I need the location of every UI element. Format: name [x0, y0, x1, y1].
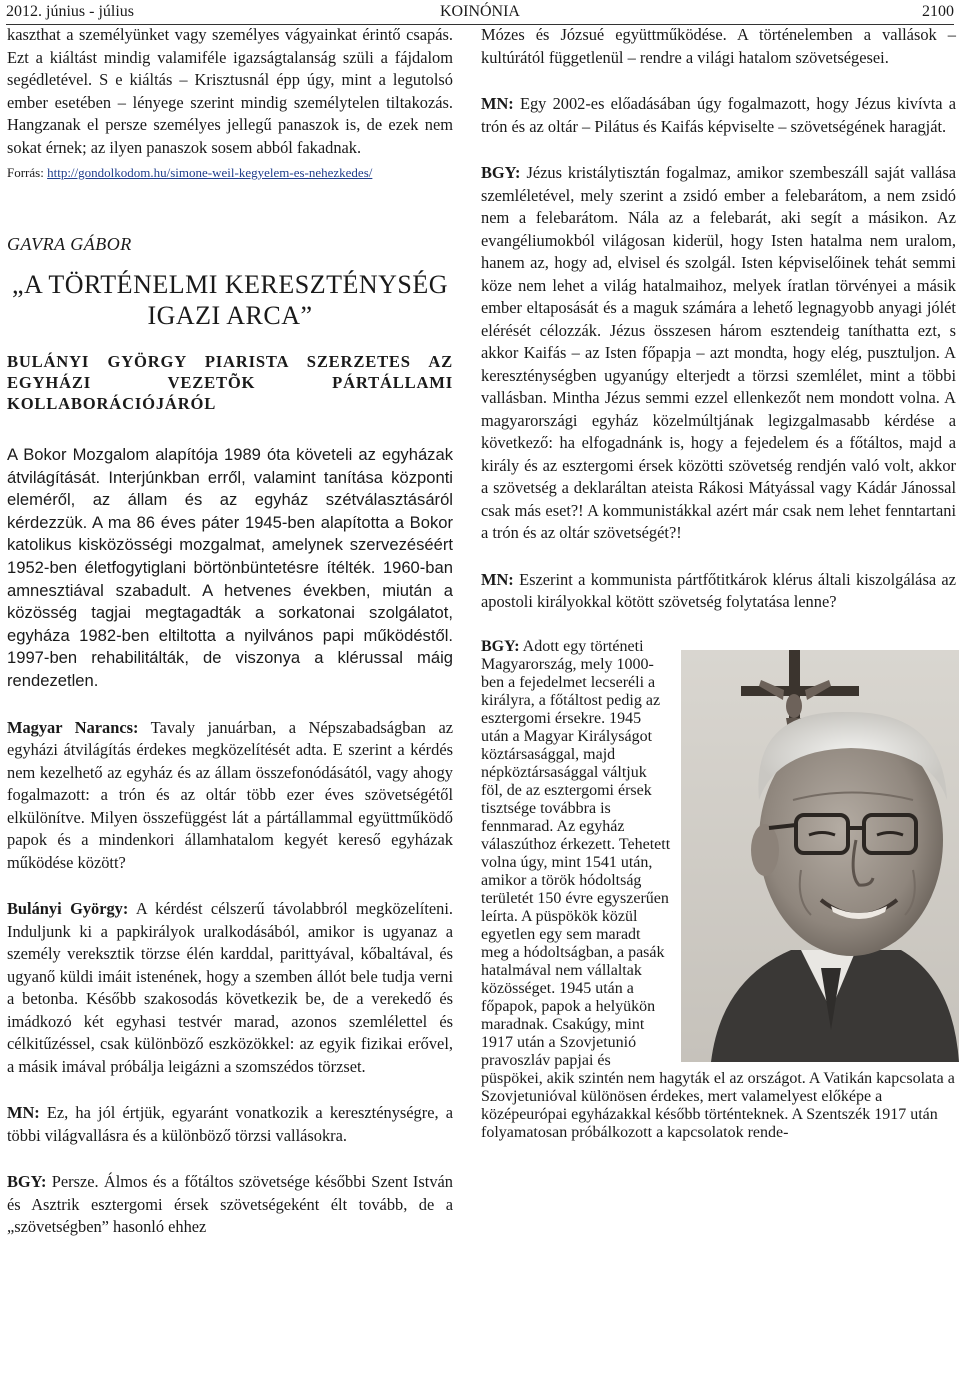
source-label: Forrás:: [7, 165, 44, 180]
question-text: Tavaly januárban, a Népszabadságban az egyházi átvilágítás érdekes megközelítését adta. E szerint a kérdés nem kezelhető az egyház és az állam összefonódásától, vagy ahogy fogalmazott: a trón és az oltár több ezer éves szövetségétől elkülönítve. Milyen összefüggést lát a pártállammal együttműködő papok és a mindenkori államhatalom kegyét kereső egyházak működése között?: [7, 717, 453, 872]
question-4: [481, 569, 956, 614]
answer-2: [7, 1171, 453, 1239]
intro-paragraph: kaszthat a személyünket vagy személyes vágyainkat érintő csapás. Ezt a kiáltást mindig valamiféle igazságtalanság szüli a fájdalom segédletével. S e kiáltás – Krisztusnál épp úgy, mint a legutolsó ember esetében – lényege szerint mindig személytelen tiltakozás. Hangzanak el persze személyes jellegű panaszok is, de ezek nem sokat érnek; az ilyen panaszok sosem abból fakadnak.: [7, 25, 453, 157]
left-column: [7, 24, 453, 1239]
page-header: [6, 0, 954, 25]
article-author: GAVRA GÁBOR: [7, 234, 132, 254]
portrait-illustration: [681, 650, 959, 1062]
issue-date: 2012. június - július: [6, 3, 135, 20]
speaker-label: MN:: [481, 569, 514, 589]
speaker-label: Magyar Narancs:: [7, 717, 139, 737]
article-subtitle: BULÁNYI GYÖRGY PIARISTA SZERZETES AZ EGYHÁZI VEZETÕK PÁRTÁLLAMI KOLLABORÁCIÓJÁRÓL: [7, 352, 453, 413]
journal-name: KOINÓNIA: [440, 3, 520, 20]
source-line: [7, 164, 453, 181]
answer-text: Jézus kristálytisztán fogalmaz, amikor szembeszáll saját vallása szemléletével, mely szerint a zsidó ember a felebarátom, a nem zsidó nem a felebarátom. Nála az a felebarát, aki segít a másikon. Az evangéliumokból világosan kiderül, hogy Isten hatalma nem uralom, hanem az, hogy ad, elvisel és szolgál. Isten képviselőinek tehát semmi köze nem lehet a világ hatalmaihoz, melyek íratlan törvényei a másik ember eltaposását és a maguk számára a lehető legnagyobb anyagi jólét elérését célozzák. Jézus összesen három esztendeig taníthatta ezt, s akkor Kaifás – az Isten főpapja – azt mondta, hogy elég, pusztuljon. A kereszténységben ugyanúgy elterjedt a törzsi szemlélet, mint a többi vallásban. Mintha Jézus semmi ezzel ellenkezőt nem mondott volna. A magyarországi egyház közelmúltjának legizgalmasabb kérdése a következő: ha elfogadnánk is, hogy a fejedelem és a főtáltos, majd a király és az esztergomi érsek közötti szövetség rendjén való volt, akkor a szövetség a deklaráltan ateista Rákosi Mátyással vagy Kádár Jánossal csak más eset?! A kommunistákkal azért már csak nem lehet fenntartani a trón és az oltár szövetségét?!: [481, 163, 956, 542]
speaker-label: MN:: [481, 94, 514, 113]
question-3: [481, 93, 956, 138]
question-text: Egy 2002-es előadásában úgy fogalmazott, hogy Jézus kivívta a trón és az oltár – Pilátus és Kaifás képviselte – szövetségének haragját.: [481, 94, 956, 136]
page-number: 2100: [922, 3, 954, 20]
answer-text: Adott egy történeti Magyarország, mely 1000-ben a fejedelmet lecseréli a királyra, a főtáltost pedig az esztergomi érsekre. 1945 után a Magyar Királyságot köztársasággal, majd népköztársasággal váltjuk föl, de az esztergomi érsek tisztsége továbbra is fennmarad. Az egyház válaszúthoz érkezett. Tehetett volna úgy, mint 1541 után, amikor a török hódoltság területét 150 évre egyszerűen leírta. A püspökök közül egyetlen egy sem maradt meg a hódoltságban, a pasák hatalmával nem vállaltak közösséget. 1945 után a főpapok, papok a helyükön maradnak. Csakúgy, mint 1917 után a Szovjetunió pravoszláv papjai és püspökei, akik szintén nem hagyták el az országot. A Vatikán kapcsolata a Szovjetunióval különösen érdekes, mert valamelyest előképe a középeurópai egyházakkal később történteknek. A Szentszék 1917 után folyamatosan próbálkozott a kapcsolatok rende-: [481, 637, 955, 1141]
answer-text: Persze. Álmos és a főtáltos szövetsége későbbi Szent István és Asztrik esztergomi érsek szövetségeként élt tovább, de a „szövetségben” hasonló ehhez: [7, 1172, 453, 1237]
portrait-photo: [681, 650, 959, 1062]
right-column: [481, 24, 956, 1142]
continued-paragraph: Mózes és Józsué együttműködése. A történelemben a vallások – kultúrától függetlenül – rendre a világi hatalom szövetségesei.: [481, 25, 956, 67]
speaker-label: MN:: [7, 1103, 40, 1123]
speaker-label: Bulányi György:: [7, 899, 129, 919]
article-title: „A TÖRTÉNELMI KERESZTÉNYSÉG IGAZI ARCA”: [11, 270, 449, 330]
question-text: Ez, ha jól értjük, egyaránt vonatkozik a kereszténységre, a többi világvallásra és a különböző törzsi vallásokra.: [7, 1103, 453, 1145]
answer-3: [481, 162, 956, 545]
question-2: [7, 1102, 453, 1147]
speaker-label: BGY:: [481, 637, 520, 655]
speaker-label: BGY:: [7, 1172, 47, 1192]
speaker-label: BGY:: [481, 163, 521, 182]
article-lead: A Bokor Mozgalom alapítója 1989 óta követeli az egyházak átvilágítását. Interjúnkban erről, valamint tanítása központi eleméről, az állam és az egyház szétválasztásáról kérdezzük. A ma 86 éves páter 1945-ben alapította a Bokor katolikus kisközösségi mozgalmat, amelynek szervezéséért 1952-ben életfogytiglani börtönbüntetésre ítélték. 1960-ban amnesztiával szabadult. A hetvenes években, miután a közösség tagjai megtagadták a sorkatonai szolgálatot, egyháza 1982-ben eltiltotta a nyilvános papi működéstől. 1997-ben rehabilitálták, de viszonya a klérussal máig rendezetlen.: [7, 445, 453, 690]
question-text: Eszerint a kommunista pártfőtitkárok klérus általi kiszolgálása az apostoli királyokkal kötött szövetség folytatása lenne?: [481, 569, 956, 611]
answer-1: [7, 898, 453, 1078]
source-link[interactable]: http://gondolkodom.hu/simone-weil-kegyelem-es-nehezkedes/: [47, 165, 373, 180]
question-1: [7, 717, 453, 875]
answer-text: A kérdést célszerű távolabbról megközelíteni. Induljunk ki a papkirályok uralkodásából, amikor is ugyanaz a személy vereksztik törzse élén karddal, parittyával, kőbaltával, és ugyanő küldi imáit istenének, hogy a szemben állót bele tudja verni a betonba. Később szakosodás következik be, de a verekedő és imádkozó két egyhasi testvér marad, azonos szemlélettel és célkitűzéssel, csak különböző eszközökkel: az egyik fizikai erővel, a másik imával próbálja leigázni a szomszédos törzset.: [7, 899, 454, 1076]
